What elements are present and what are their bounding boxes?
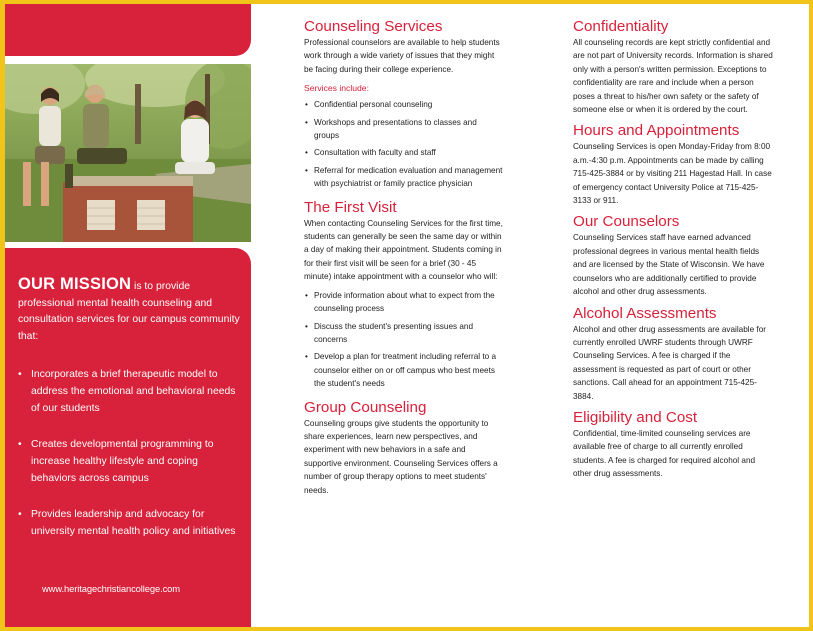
confidentiality-body: All counseling records are kept strictly confidential and are not part of University records. Information is shared only with a person's written permission. Exceptions to confidentiality are rare and include when a person poses a threat to his/her own safety or the safety of someone else or when it is ordered by the court. xyxy=(573,38,773,115)
list-item: • Referral for medication evaluation and management with psychiatrist or family practice physician xyxy=(304,164,504,191)
list-item: • Confidential personal counseling xyxy=(304,98,504,111)
hours-body: Counseling Services is open Monday-Friday from 8:00 a.m.-4:30 p.m. Appointments can be made by calling 715-425-3884 or by visiting 211 Hagestad Hall. In case of emergency contact University Police at 715-425-3133 or 911. xyxy=(573,142,772,206)
group-counseling-body: Counseling groups give students the opportunity to share experiences, learn new perspectives, and experiment with new behaviors in a safe and supportive environment. Counseling Services offers a number of group therapy options to meet students' needs. xyxy=(304,418,498,495)
mission-panel xyxy=(5,248,251,627)
mission-item: • Creates developmental programming to increase healthy lifestyle and coping behaviors across campus xyxy=(18,436,244,487)
services-list xyxy=(304,98,504,190)
eligibility-body: Confidential, time-limited counseling services are available free of charge to all currently enrolled students. A fee is charged for required alcohol and other drug assessments. xyxy=(573,428,756,479)
counselors-body: Counseling Services staff have earned advanced professional degrees in various mental health fields and are licensed by the State of Wisconsin. We have counselors who are additionally certified to provide alcohol and other drug assessments. xyxy=(573,233,765,297)
eligibility-heading: Eligibility and Cost xyxy=(573,408,698,426)
counseling-services-body: Professional counselors are available to help students work through a wide variety of issues that they might be facing during their college experience. xyxy=(304,38,500,74)
hours-heading: Hours and Appointments xyxy=(573,122,740,140)
counseling-services-heading: Counseling Services xyxy=(304,18,443,35)
confidentiality-heading: Confidentiality xyxy=(573,18,669,35)
top-red-band xyxy=(5,4,251,56)
brochure-page xyxy=(5,4,809,627)
middle-column xyxy=(304,18,504,497)
left-panel xyxy=(5,4,251,627)
alcohol-heading: Alcohol Assessments xyxy=(573,304,717,322)
website-url: www.heritagechristiancollege.com xyxy=(42,583,181,594)
mission-intro xyxy=(18,276,244,345)
list-item: • Provide information about what to expect from the counseling process xyxy=(304,289,504,316)
counselors-heading: Our Counselors xyxy=(573,213,680,231)
first-visit-list xyxy=(304,289,504,391)
right-column xyxy=(573,18,775,481)
services-include-label: Services include: xyxy=(304,83,369,94)
first-visit-heading: The First Visit xyxy=(304,198,397,216)
first-visit-body: When contacting Counseling Services for the first time, students can generally be seen the same day or within a day of making their appointment. Students coming in for their first visit will be seen for a brief (30 - 45 minute) intake appointment with a counselor who will: xyxy=(304,218,503,282)
mission-intro-text: is to provide professional mental health counseling and consultation services for our campus community that: xyxy=(18,281,240,342)
group-counseling-heading: Group Counseling xyxy=(304,398,427,416)
list-item: • Workshops and presentations to classes and groups xyxy=(304,116,504,143)
mission-item: • Provides leadership and advocacy for university mental health policy and initiatives xyxy=(18,506,244,540)
list-item: • Discuss the student's presenting issues and concerns xyxy=(304,320,504,347)
list-item: • Develop a plan for treatment including referral to a counselor either on or off campus who best meets the student's needs xyxy=(304,350,504,390)
mission-title: OUR MISSION xyxy=(18,275,132,293)
mission-list xyxy=(18,366,244,559)
alcohol-body: Alcohol and other drug assessments are available for currently enrolled UWRF students through UWRF Counseling Services. A fee is charged if the assessment is requested as part of court or other sanctions. Call ahead for an appointment 715-425-3884. xyxy=(573,324,766,401)
mission-item: • Incorporates a brief therapeutic model to address the emotional and behavioral needs of our students xyxy=(18,366,244,417)
list-item: • Consultation with faculty and staff xyxy=(304,146,504,159)
students-photo xyxy=(5,64,251,242)
